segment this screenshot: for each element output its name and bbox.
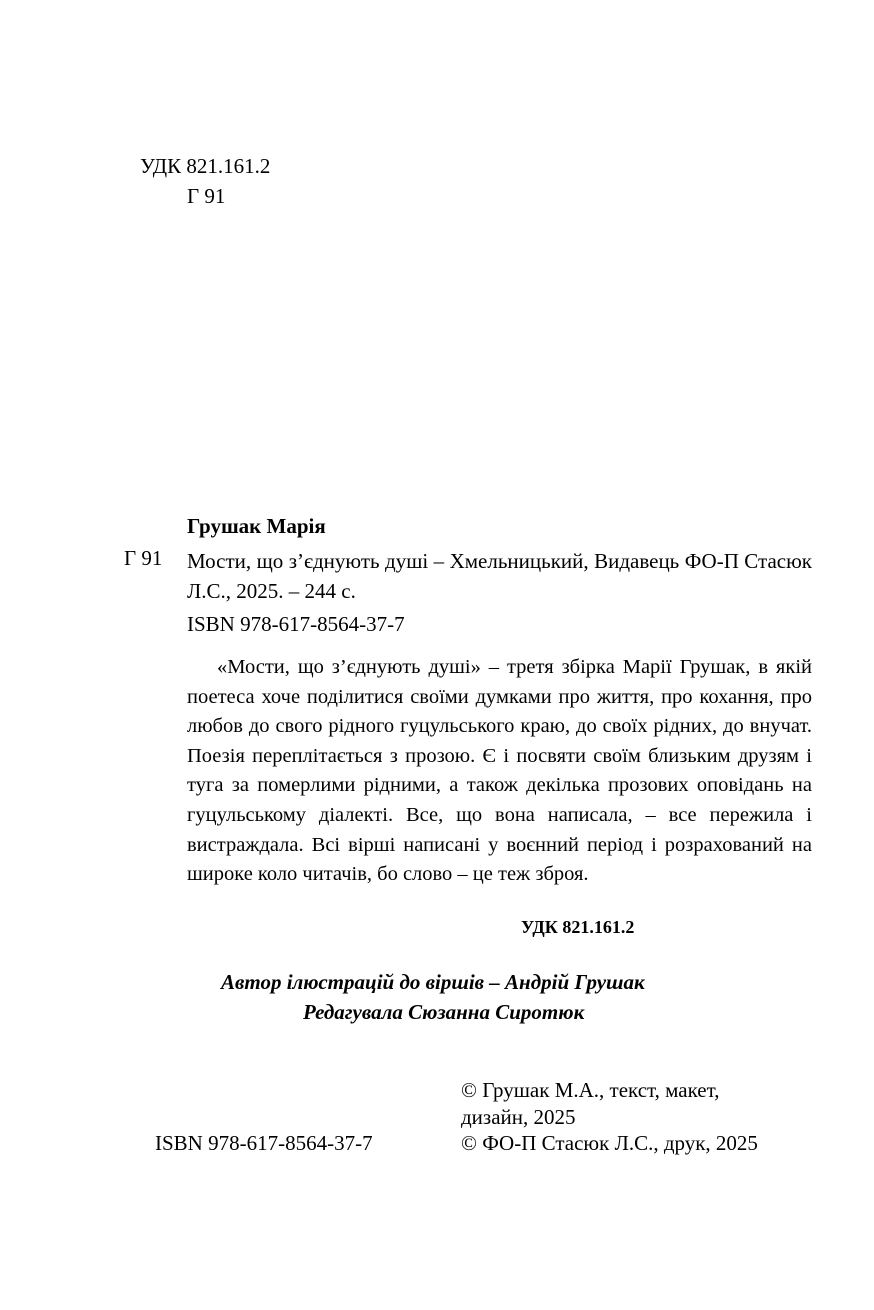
udk-code-header: УДК 821.161.2 <box>140 154 271 178</box>
catalog-author: Грушак Марія <box>187 514 326 538</box>
annotation-paragraph: «Мости, що з’єднують душі» – третя збірка Марії Грушак, в якій поетеса хоче поділитися своїми думками про життя, про кохання, про любов до свого рідного гуцульського краю, до своїх рідних, до внучат. Поезія переплітається з прозою. Є і посвяти своїм близьким друзям і туга за померлими рідними, а також декілька прозових оповідань на гуцульському діалекті. Все, що вона написала, – все пережила і вистраждала. Всі вірші написані у воєнний період і розрахований на широке коло читачів, бо слово – це теж зброя. <box>187 656 812 886</box>
copyright-line: © ФО-П Стасюк Л.С., друк, 2025 <box>461 1131 758 1155</box>
copyright-line: © Грушак М.А., текст, макет, <box>461 1078 720 1102</box>
footer-isbn: ISBN 978-617-8564-37-7 <box>155 1131 373 1155</box>
editor-credit: Редагувала Сюзанна Сиротюк <box>303 1000 585 1024</box>
author-code-header: Г 91 <box>187 184 226 208</box>
copyright-line: дизайн, 2025 <box>461 1105 576 1129</box>
catalog-title-publisher: Мости, що з’єднують душі – Хмельницький, Видавець ФО-П Стасюк Л.С., 2025. – 244 с. <box>187 549 812 603</box>
catalog-isbn: ISBN 978-617-8564-37-7 <box>187 612 405 636</box>
udk-code-footer: УДК 821.161.2 <box>521 917 635 937</box>
catalog-author-code: Г 91 <box>124 546 163 570</box>
illustrator-credit: Автор ілюстрацій до віршів – Андрій Грушак <box>221 970 645 994</box>
